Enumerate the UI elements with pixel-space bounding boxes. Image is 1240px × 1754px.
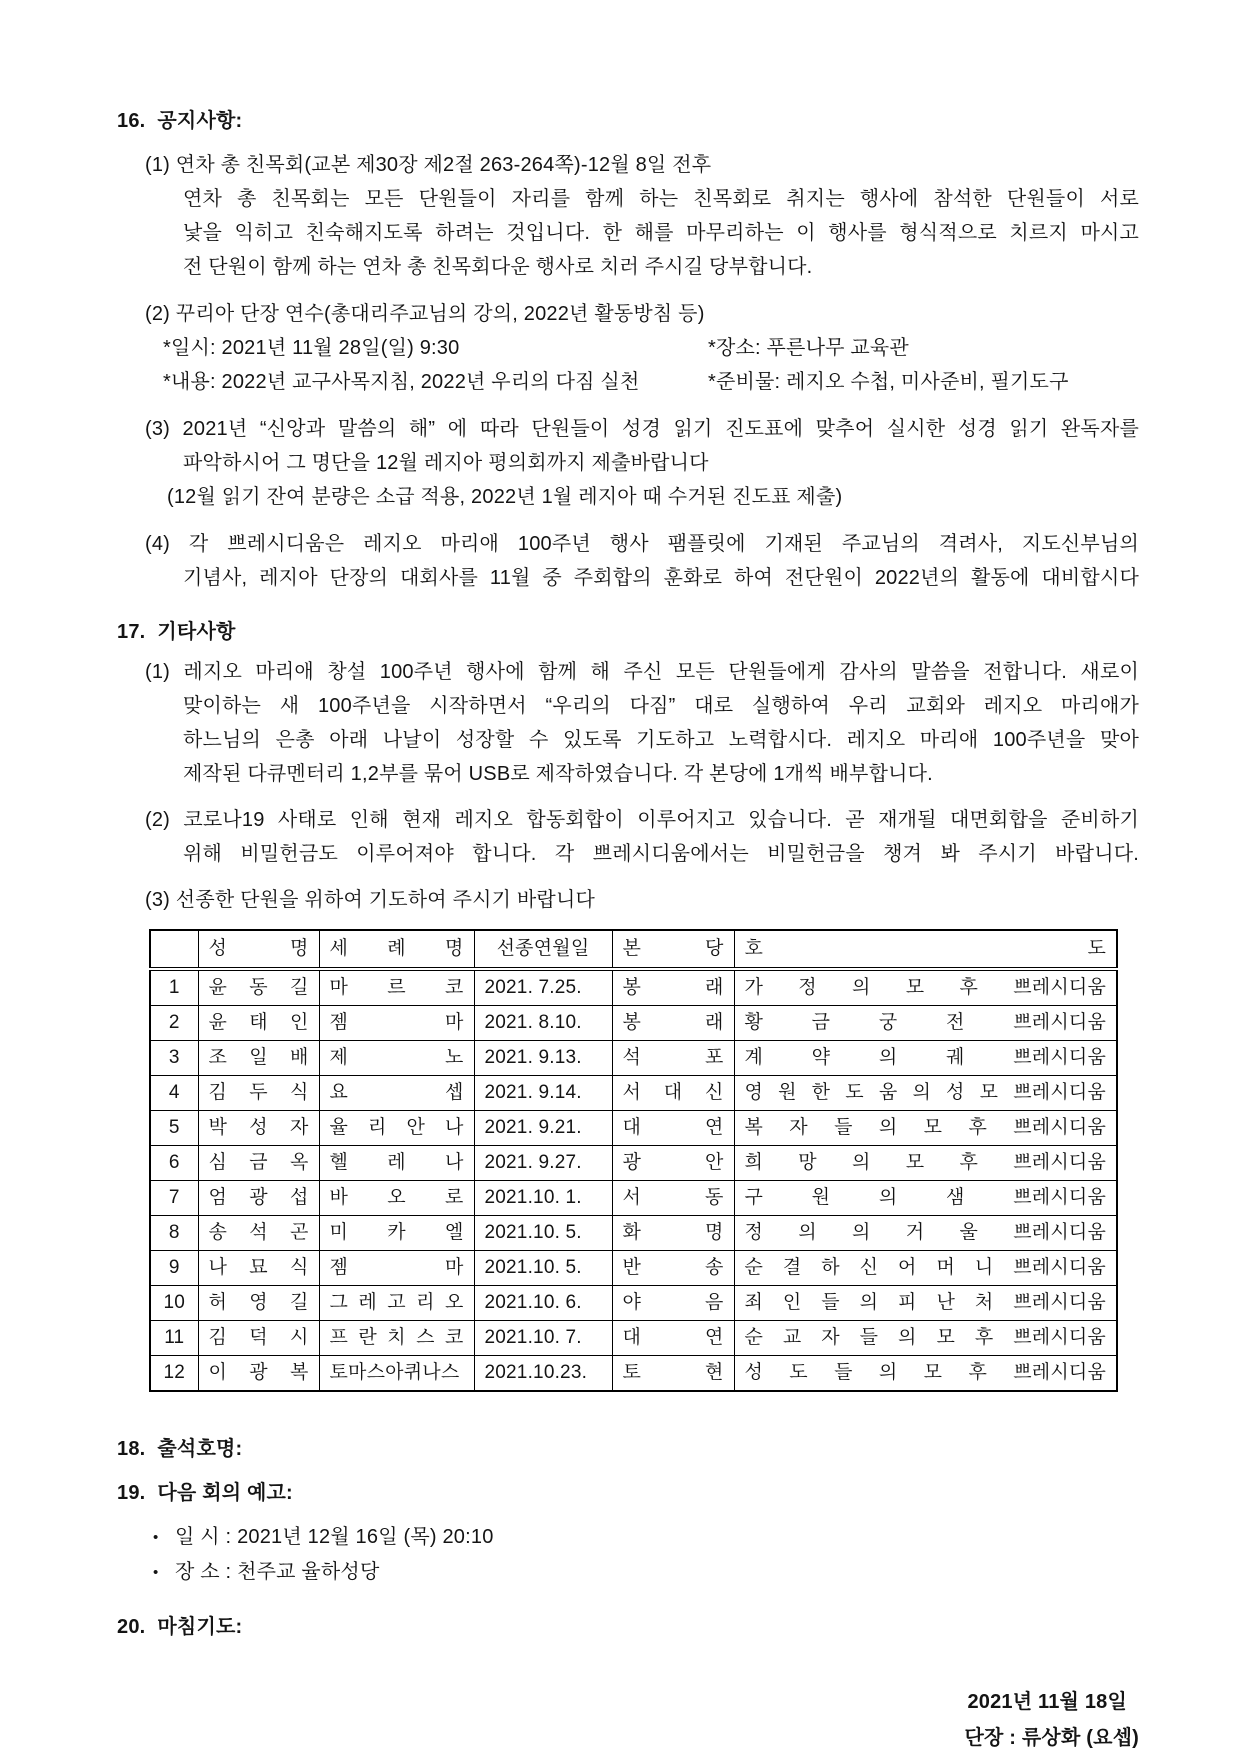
table-cell: 2021. 9.21. (474, 1111, 612, 1146)
table-cell: 젬 마 (319, 1251, 474, 1286)
section-20-number: 20. (117, 1616, 146, 1638)
table-cell: 1 (150, 969, 198, 1006)
table-row (150, 1181, 1117, 1216)
table-cell: 5 (150, 1111, 198, 1146)
table-cell: 황 금 궁 전 쁘레시디움 (734, 1006, 1117, 1041)
table-row (150, 1111, 1117, 1146)
table-cell: 6 (150, 1146, 198, 1181)
section-16-number: 16. (117, 110, 146, 132)
deceased-table-head-row (150, 930, 1117, 969)
detail-content: *내용: 2022년 교구사목지침, 2022년 우리의 다짐 실천 (163, 371, 640, 393)
paragraph-line: 파악하시어 그 명단을 12월 레지아 평의회까지 제출바랍니다 (183, 452, 709, 474)
table-cell: 반 송 (612, 1251, 734, 1286)
table-cell: 제 노 (319, 1041, 474, 1076)
paragraph-line: (12월 읽기 잔여 분량은 소급 적용, 2022년 1월 레지아 때 수거된 진도표 제출) (167, 486, 843, 508)
next-meeting-datetime (117, 1520, 1139, 1555)
table-cell: 그 레 고 리 오 (319, 1286, 474, 1321)
table-cell: 토마스아퀴나스 (319, 1356, 474, 1392)
detail-place: *장소: 푸른나무 교육관 (708, 337, 909, 359)
table-row (150, 1356, 1117, 1392)
section-closing-prayer (117, 1610, 1139, 1644)
table-cell: 화 명 (612, 1216, 734, 1251)
table-cell: 죄 인 들 의 피 난 처 쁘레시디움 (734, 1286, 1117, 1321)
table-header-cell: 성 명 (198, 930, 319, 969)
table-cell: 토 현 (612, 1356, 734, 1392)
section-20-title: 마침기도: (157, 1616, 243, 1638)
deceased-table-head (150, 930, 1117, 969)
section-16-title: 공지사항: (157, 110, 243, 132)
table-cell: 봉 래 (612, 969, 734, 1006)
table-cell: 심 금 옥 (198, 1146, 319, 1181)
table-cell: 영 원 한 도 움 의 성 모 쁘레시디움 (734, 1076, 1117, 1111)
table-header-cell: 선종연월일 (474, 930, 612, 969)
table-row (150, 1006, 1117, 1041)
table-cell: 서 대 신 (612, 1076, 734, 1111)
table-cell: 엄 광 섭 (198, 1181, 319, 1216)
detail-supplies: *준비물: 레지오 수첩, 미사준비, 필기도구 (708, 371, 1069, 393)
table-cell: 봉 래 (612, 1006, 734, 1041)
table-cell: 윤 동 길 (198, 969, 319, 1006)
announcement-item-2 (117, 297, 1139, 399)
section-next-meeting (117, 1476, 1139, 1590)
table-cell: 2021.10. 5. (474, 1216, 612, 1251)
announcement-item-1 (117, 148, 1139, 284)
table-cell: 가 정 의 모 후 쁘레시디움 (734, 969, 1117, 1006)
deceased-table-body (150, 969, 1117, 1391)
table-cell: 8 (150, 1216, 198, 1251)
table-cell: 대 연 (612, 1111, 734, 1146)
paragraph-line: 연차 총 친목회는 모든 단원들이 자리를 함께 하는 친목회로 취지는 행사에 참석한 단원들이 서로 (183, 188, 1139, 210)
other-item-2 (117, 803, 1139, 871)
section-17-title: 기타사항 (157, 621, 236, 643)
table-cell: 희 망 의 모 후 쁘레시디움 (734, 1146, 1117, 1181)
table-row (150, 1076, 1117, 1111)
table-cell: 석 포 (612, 1041, 734, 1076)
paragraph-line: 기념사, 레지아 단장의 대회사를 11월 중 주회합의 훈화로 하여 전단원이 2022년의 활동에 대비합시다 (183, 567, 1139, 589)
table-cell: 미 카 엘 (319, 1216, 474, 1251)
next-meeting-place-text: 장 소 : 천주교 율하성당 (175, 1561, 380, 1583)
table-row (150, 1251, 1117, 1286)
table-cell: 복 자 들 의 모 후 쁘레시디움 (734, 1111, 1117, 1146)
table-cell: 계 약 의 궤 쁘레시디움 (734, 1041, 1117, 1076)
table-cell: 조 일 배 (198, 1041, 319, 1076)
section-18-heading (117, 1432, 1139, 1466)
table-cell: 프 란 치 스 코 (319, 1321, 474, 1356)
table-cell: 2 (150, 1006, 198, 1041)
bullet-icon: • (153, 1564, 159, 1581)
table-cell: 순 교 자 들 의 모 후 쁘레시디움 (734, 1321, 1117, 1356)
paragraph-line: 위해 비밀헌금도 이루어져야 합니다. 각 쁘레시디움에서는 비밀헌금을 챙겨 봐 주시기 바랍니다. (183, 843, 1139, 865)
section-18-title: 출석호명: (157, 1438, 243, 1460)
table-header-cell: 호 도 (734, 930, 1117, 969)
table-cell: 성 도 들 의 모 후 쁘레시디움 (734, 1356, 1117, 1392)
item-head: (1) 레지오 마리애 창설 100주년 행사에 함께 해 주신 모든 단원들에게 감사의 말씀을 전합니다. 새로이 (145, 661, 1139, 683)
document-footer (117, 1684, 1139, 1754)
table-cell: 마 르 코 (319, 969, 474, 1006)
announcement-item-3 (117, 412, 1139, 514)
table-cell: 박 성 자 (198, 1111, 319, 1146)
table-row (150, 969, 1117, 1006)
table-cell: 서 동 (612, 1181, 734, 1216)
section-19-heading (117, 1476, 1139, 1510)
table-cell: 젬 마 (319, 1006, 474, 1041)
other-item-1 (117, 655, 1139, 791)
item-head: (1) 연차 총 친목회(교본 제30장 제2절 263-264쪽)-12월 8일 전후 (145, 154, 712, 176)
item-head: (3) 선종한 단원을 위하여 기도하여 주시기 바랍니다 (145, 889, 595, 911)
deceased-members-table (149, 929, 1118, 1392)
paragraph-line: 맞이하는 새 100주년을 시작하면서 “우리의 다짐” 대로 실행하여 우리 교회와 레지오 마리애가 (183, 695, 1139, 717)
table-cell: 2021.10. 5. (474, 1251, 612, 1286)
item-head: (2) 꾸리아 단장 연수(총대리주교님의 강의, 2022년 활동방침 등) (145, 303, 705, 325)
table-cell: 순 결 하 신 어 머 니 쁘레시디움 (734, 1251, 1117, 1286)
table-cell: 2021. 7.25. (474, 969, 612, 1006)
next-meeting-place (117, 1555, 1139, 1590)
table-cell: 2021. 8.10. (474, 1006, 612, 1041)
table-cell: 윤 태 인 (198, 1006, 319, 1041)
paragraph-line: 하느님의 은총 아래 나날이 성장할 수 있도록 기도하고 노력합시다. 레지오 마리애 100주년을 맞아 (183, 729, 1139, 751)
section-other-matters (117, 615, 1139, 1392)
table-cell: 2021.10.23. (474, 1356, 612, 1392)
section-announcements (117, 104, 1139, 595)
table-row (150, 1286, 1117, 1321)
table-cell: 김 덕 시 (198, 1321, 319, 1356)
table-row (150, 1146, 1117, 1181)
table-cell: 3 (150, 1041, 198, 1076)
table-cell: 송 석 곤 (198, 1216, 319, 1251)
detail-row-content-supplies (117, 365, 1139, 399)
table-cell: 대 연 (612, 1321, 734, 1356)
table-cell: 야 음 (612, 1286, 734, 1321)
table-cell: 11 (150, 1321, 198, 1356)
paragraph-line: 전 단원이 함께 하는 연차 총 친목회다운 행사로 치러 주시길 당부합니다. (183, 256, 813, 278)
table-cell: 4 (150, 1076, 198, 1111)
paragraph-line: 낯을 익히고 친숙해지도록 하려는 것입니다. 한 해를 마무리하는 이 행사를 형식적으로 치르지 마시고 (183, 222, 1139, 244)
footer-date: 2021년 11월 18일 (967, 1691, 1127, 1713)
table-cell: 정 의 의 거 울 쁘레시디움 (734, 1216, 1117, 1251)
table-cell: 2021.10. 6. (474, 1286, 612, 1321)
table-cell: 김 두 식 (198, 1076, 319, 1111)
table-cell: 2021. 9.13. (474, 1041, 612, 1076)
table-header-cell: 본 당 (612, 930, 734, 969)
table-cell: 헬 레 나 (319, 1146, 474, 1181)
section-roll-call (117, 1432, 1139, 1466)
table-cell: 나 묘 식 (198, 1251, 319, 1286)
table-cell: 율 리 안 나 (319, 1111, 474, 1146)
detail-datetime: *일시: 2021년 11월 28일(일) 9:30 (163, 337, 460, 359)
announcement-item-4 (117, 527, 1139, 595)
section-17-number: 17. (117, 621, 146, 643)
table-header-cell: 세 례 명 (319, 930, 474, 969)
item-head: (2) 코로나19 사태로 인해 현재 레지오 합동회합이 이루어지고 있습니다. 곧 재개될 대면회합을 준비하기 (145, 809, 1139, 831)
table-row (150, 1041, 1117, 1076)
table-cell: 9 (150, 1251, 198, 1286)
table-cell: 이 광 복 (198, 1356, 319, 1392)
next-meeting-datetime-text: 일 시 : 2021년 12월 16일 (목) 20:10 (175, 1526, 494, 1548)
section-19-number: 19. (117, 1482, 146, 1504)
table-cell: 7 (150, 1181, 198, 1216)
section-16-heading (117, 104, 1139, 138)
table-cell: 2021. 9.27. (474, 1146, 612, 1181)
table-cell: 10 (150, 1286, 198, 1321)
footer-signature: 단장 : 류상화 (요셉) (964, 1727, 1139, 1749)
section-19-title: 다음 회의 예고: (157, 1482, 293, 1504)
table-cell: 바 오 로 (319, 1181, 474, 1216)
table-cell: 요 셉 (319, 1076, 474, 1111)
other-item-3 (117, 883, 1139, 917)
table-cell: 12 (150, 1356, 198, 1392)
table-cell: 허 영 길 (198, 1286, 319, 1321)
table-row (150, 1216, 1117, 1251)
paragraph-line: 제작된 다큐멘터리 1,2부를 묶어 USB로 제작하였습니다. 각 본당에 1개씩 배부합니다. (183, 763, 933, 785)
item-head: (3) 2021년 “신앙과 말씀의 해” 에 따라 단원들이 성경 읽기 진도표에 맞추어 실시한 성경 읽기 완독자를 (145, 418, 1139, 440)
table-cell: 구 원 의 샘 쁘레시디움 (734, 1181, 1117, 1216)
table-cell: 2021.10. 1. (474, 1181, 612, 1216)
detail-row-datetime-place (117, 331, 1139, 365)
table-header-cell (150, 930, 198, 969)
table-row (150, 1321, 1117, 1356)
table-cell: 2021.10. 7. (474, 1321, 612, 1356)
bullet-icon: • (153, 1529, 159, 1546)
section-17-heading (117, 615, 1139, 649)
section-20-heading (117, 1610, 1139, 1644)
table-cell: 2021. 9.14. (474, 1076, 612, 1111)
section-18-number: 18. (117, 1438, 146, 1460)
table-cell: 광 안 (612, 1146, 734, 1181)
item-head: (4) 각 쁘레시디움은 레지오 마리애 100주년 행사 팸플릿에 기재된 주교님의 격려사, 지도신부님의 (145, 533, 1139, 555)
